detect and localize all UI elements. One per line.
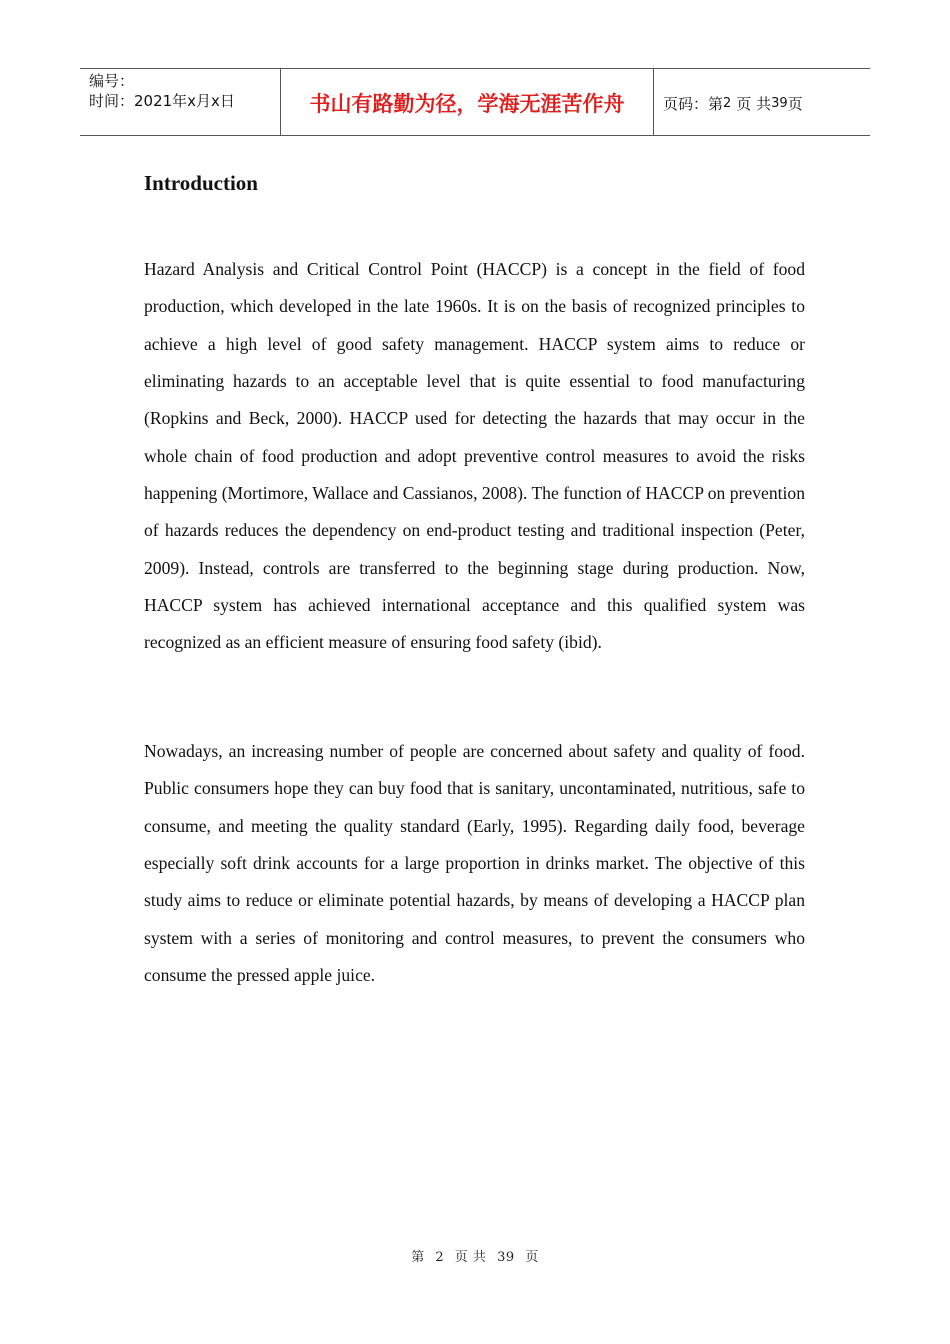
body-paragraph: Nowadays, an increasing number of people are concerned about safety and quality of food. Public consumers hope they can buy food that is sanitary, uncontaminated, nutritious, safe to consume, and meeting the quality standard (Early, 1995). Regarding daily food, beverage especially soft drink accounts for a large proportion in drinks market. The objective of this study aims to reduce or eliminate potential hazards, by means of developing a HACCP plan system with a series of monitoring and control measures, to prevent the consumers who consume the pressed apple juice.	[144, 741, 805, 986]
footer-mid: 页 共	[454, 1250, 487, 1265]
footer-prefix: 第	[411, 1250, 425, 1265]
header-date-label: 时间：2021年x月x日	[89, 92, 235, 110]
header-number-label: 编号：	[89, 72, 135, 90]
header-page-suffix: 页	[787, 94, 803, 113]
footer-current: 2	[435, 1250, 445, 1265]
body-paragraph: Hazard Analysis and Critical Control Point (HACCP) is a concept in the field of food production, which developed in the late 1960s. It is on the basis of recognized principles to achieve a high level of good safety management. HACCP system aims to reduce or eliminating hazards to an acceptable level that is quite essential to food manufacturing (Ropkins and Beck, 2000). HACCP used for detecting the hazards that may occur in the whole chain of food production and adopt preventive control measures to avoid the risks happening (Mortimore, Wallace and Cassianos, 2008). The function of HACCP on prevention of hazards reduces the dependency on end-product testing and traditional inspection (Peter, 2009). Instead, controls are transferred to the beginning stage during production. Now, HACCP system has achieved international acceptance and this qualified system was recognized as an efficient measure of ensuring food safety (ibid).	[144, 259, 805, 653]
footer-total: 39	[497, 1250, 515, 1265]
header-motto: 书山有路勤为径，学海无涯苦作舟	[281, 69, 654, 135]
header-page-mid: 页 共	[736, 94, 772, 113]
header-page-total: 39	[771, 95, 788, 111]
footer-suffix: 页	[525, 1250, 539, 1265]
document-title: Introduction	[144, 171, 258, 195]
header-meta	[80, 69, 281, 135]
page-footer	[0, 1246, 950, 1265]
header-page-indicator	[654, 69, 870, 135]
header-page-current: 2	[723, 95, 732, 111]
page-header	[80, 68, 870, 136]
header-page-prefix: 页码：第	[663, 94, 724, 113]
